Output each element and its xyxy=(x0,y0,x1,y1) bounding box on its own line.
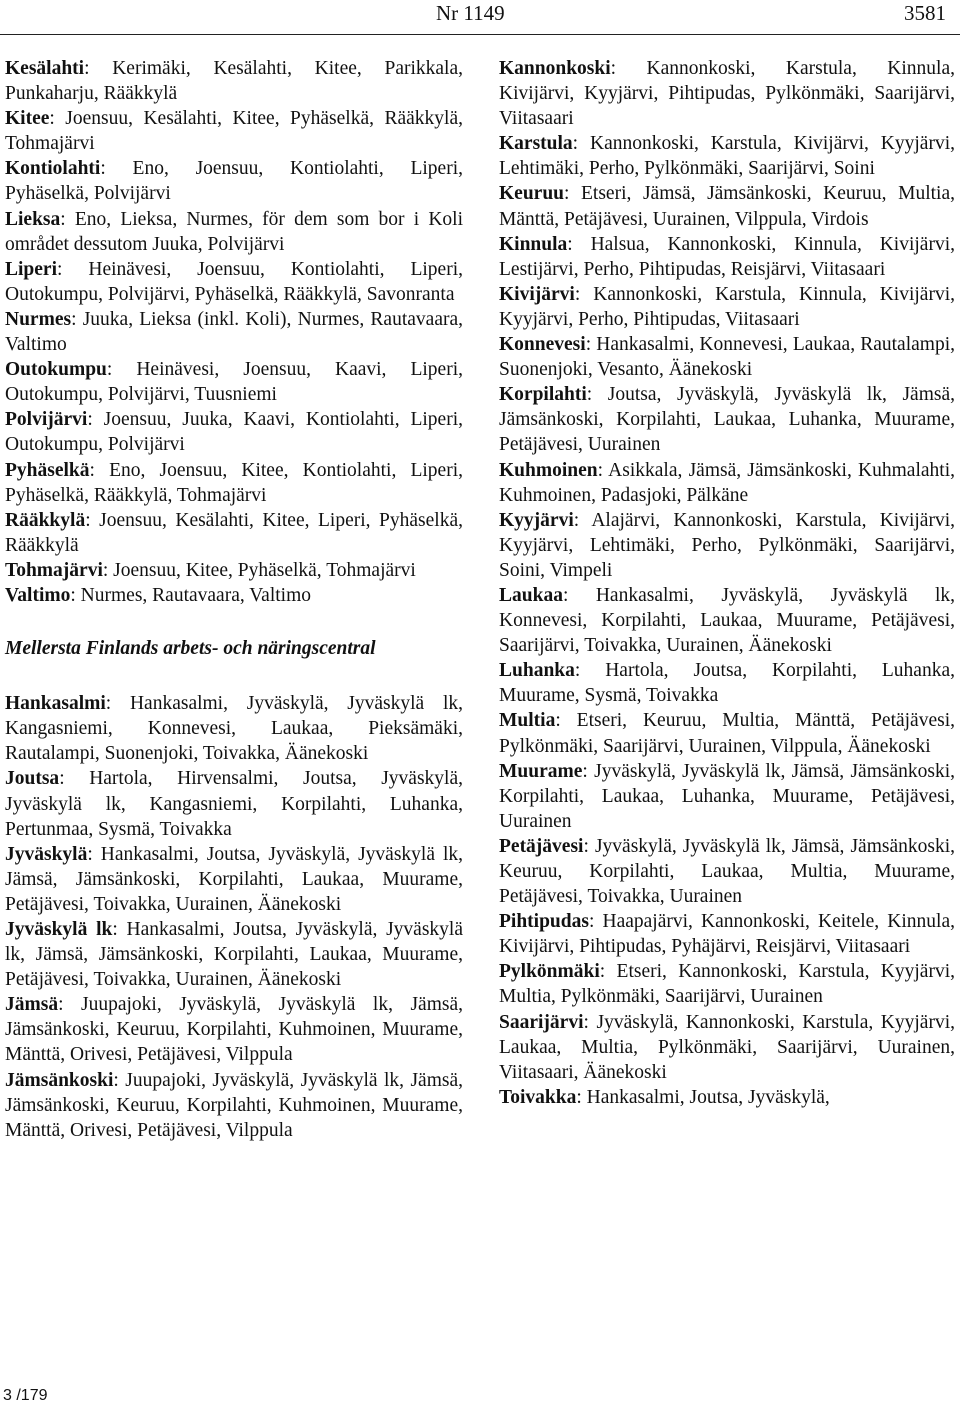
footer-note: 3 /179 xyxy=(3,1387,48,1404)
entry xyxy=(5,458,463,508)
entry-text: : Heinävesi, Joensuu, Kaavi, Liperi, Outokumpu, Polvijärvi, Tuusniemi xyxy=(5,359,463,406)
entry-text: : Juupajoki, Jyväskylä, Jyväskylä lk, Jämsä, Jämsänkoski, Keuruu, Korpilahti, Kuhmoinen, Muurame, Mänttä, Orivesi, Petäjävesi, Vilppula xyxy=(5,1069,463,1141)
entry xyxy=(499,56,955,131)
entry-list-central-finland xyxy=(5,691,463,1143)
entry-name: Hankasalmi xyxy=(5,693,106,715)
entry xyxy=(499,332,955,382)
entry-name: Jyväskylä xyxy=(5,843,88,865)
section-heading: Mellersta Finlands arbets- och näringscentral xyxy=(5,638,376,660)
entry xyxy=(5,257,463,307)
entry-name: Tohmajärvi xyxy=(5,559,103,581)
entry-name: Konnevesi xyxy=(499,334,586,356)
entry-name: Karstula xyxy=(499,133,573,155)
entry-name: Luhanka xyxy=(499,660,575,682)
entry-name: Kontiolahti xyxy=(5,158,101,180)
entry-name: Kivijärvi xyxy=(499,283,575,305)
entry xyxy=(5,407,463,457)
entry-text: : Jyväskylä, Jyväskylä lk, Jämsä, Jämsänkoski, Korpilahti, Laukaa, Luhanka, Muurame, Petäjävesi, Uurainen xyxy=(499,760,955,832)
entry xyxy=(5,766,463,841)
entry-text: : Joensuu, Kitee, Pyhäselkä, Tohmajärvi xyxy=(102,559,416,581)
entry-text: : Juuka, Lieksa (inkl. Koli), Nurmes, Rautavaara, Valtimo xyxy=(5,308,463,356)
entry-text: : Kannonkoski, Karstula, Kivijärvi, Kyyjärvi, Lehtimäki, Perho, Pylkönmäki, Saarijärvi, Soini xyxy=(499,133,955,180)
entry-text: : Joensuu, Kesälahti, Kitee, Pyhäselkä, Rääkkylä, Tohmajärvi xyxy=(5,108,463,155)
entry xyxy=(5,207,463,257)
entry-name: Petäjävesi xyxy=(499,835,584,857)
entry-text: : Halsua, Kannonkoski, Kinnula, Kivijärvi, Lestijärvi, Perho, Pihtipudas, Reisjärvi, Viitasaari xyxy=(499,233,955,280)
entry xyxy=(499,834,955,909)
entry xyxy=(5,992,463,1067)
issue-number: Nr 1149 xyxy=(436,1,505,25)
entry-name: Pihtipudas xyxy=(499,911,589,933)
entry-name: Saarijärvi xyxy=(499,1011,584,1033)
entry xyxy=(499,181,955,231)
entry-name: Multia xyxy=(499,710,556,732)
entry-name: Jämsä xyxy=(5,994,59,1016)
entry-text: : Hartola, Hirvensalmi, Joutsa, Jyväskylä, Jyväskylä lk, Kangasniemi, Korpilahti, Luhanka, Pertunmaa, Sysmä, Toivakka xyxy=(5,768,463,840)
entry xyxy=(499,959,955,1009)
entry xyxy=(5,558,463,583)
entry-text: : Hartola, Joutsa, Korpilahti, Luhanka, Muurame, Sysmä, Toivakka xyxy=(499,660,955,707)
entry-text: : Joutsa, Jyväskylä, Jyväskylä lk, Jämsä, Jämsänkoski, Korpilahti, Laukaa, Luhanka, Muurame, Petäjävesi, Uurainen xyxy=(499,384,955,456)
entry-text: : Kannonkoski, Karstula, Kinnula, Kivijärvi, Kyyjärvi, Perho, Pihtipudas, Viitasaari xyxy=(499,283,955,330)
entry xyxy=(499,1010,955,1085)
right-column xyxy=(499,56,955,1110)
entry xyxy=(499,458,955,508)
entry-text: : Juupajoki, Jyväskylä, Jyväskylä lk, Jämsä, Jämsänkoski, Keuruu, Korpilahti, Kuhmoinen, Muurame, Mänttä, Orivesi, Petäjävesi, Vilppula xyxy=(5,994,463,1066)
entry-name: Rääkkylä xyxy=(5,509,86,531)
entry-name: Muurame xyxy=(499,760,583,782)
entry xyxy=(499,909,955,959)
entry-text: : Hankasalmi, Joutsa, Jyväskylä, Jyväskylä lk, Jämsä, Jämsänkoski, Korpilahti, Laukaa, Muurame, Petäjävesi, Toivakka, Uurainen, Äänekoski xyxy=(5,919,463,991)
entry-text: : Etseri, Kannonkoski, Karstula, Kyyjärvi, Multia, Pylkönmäki, Saarijärvi, Uurainen xyxy=(499,961,955,1008)
entry-name: Polvijärvi xyxy=(5,409,88,431)
entry-name: Laukaa xyxy=(499,584,563,606)
entry-name: Jyväskylä lk xyxy=(5,919,113,940)
entry xyxy=(5,156,463,206)
entry xyxy=(499,382,955,457)
header-rule xyxy=(0,34,960,35)
entry-name: Joutsa xyxy=(5,768,60,790)
entry-text: : Kannonkoski, Karstula, Kinnula, Kivijärvi, Kyyjärvi, Pihtipudas, Pylkönmäki, Saarijärvi, Viitasaari xyxy=(499,58,955,130)
entry-name: Korpilahti xyxy=(499,384,587,406)
entry-text: : Etseri, Jämsä, Jämsänkoski, Keuruu, Multia, Mänttä, Petäjävesi, Uurainen, Vilppula, Virdois xyxy=(499,183,955,230)
entry-text: : Hankasalmi, Joutsa, Jyväskylä, Jyväskylä lk, Jämsä, Jämsänkoski, Korpilahti, Laukaa, Muurame, Petäjävesi, Toivakka, Uurainen, Äänekoski xyxy=(5,843,463,915)
entry xyxy=(5,357,463,407)
entry-text: : Jyväskylä, Kannonkoski, Karstula, Kyyjärvi, Laukaa, Multia, Pylkönmäki, Saarijärvi, Uurainen, Viitasaari, Äänekoski xyxy=(499,1011,955,1083)
entry-text: : Haapajärvi, Kannonkoski, Keitele, Kinnula, Kivijärvi, Pihtipudas, Pyhäjärvi, Reisjärvi, Viitasaari xyxy=(499,911,955,958)
entry xyxy=(5,307,463,357)
entry-text: : Eno, Joensuu, Kontiolahti, Liperi, Pyhäselkä, Polvijärvi xyxy=(5,158,463,205)
entry-text: : Hankasalmi, Joutsa, Jyväskylä, xyxy=(576,1086,830,1108)
entry xyxy=(5,1068,463,1143)
entry-name: Kannonkoski xyxy=(499,58,611,79)
entry-text: : Hankasalmi, Jyväskylä, Jyväskylä lk, Konnevesi, Korpilahti, Laukaa, Muurame, Petäjävesi, Saarijärvi, Toivakka, Uurainen, Äänekoski xyxy=(499,584,955,657)
entry xyxy=(499,708,955,758)
entry-name: Kyyjärvi xyxy=(499,509,574,531)
entry-text: : Eno, Joensuu, Kitee, Kontiolahti, Liperi, Pyhäselkä, Rääkkylä, Tohmajärvi xyxy=(5,459,463,506)
entry xyxy=(499,658,955,708)
entry-text: : Joensuu, Kesälahti, Kitee, Liperi, Pyhäselkä, Rääkkylä xyxy=(5,509,463,556)
entry-text: : Jyväskylä, Jyväskylä lk, Jämsä, Jämsänkoski, Keuruu, Korpilahti, Laukaa, Multia, Muurame, Petäjävesi, Toivakka, Uurainen xyxy=(499,835,955,908)
entry-text: : Nurmes, Rautavaara, Valtimo xyxy=(70,584,311,606)
entry-name: Kinnula xyxy=(499,233,568,255)
entry-name: Nurmes xyxy=(5,308,72,330)
entry-name: Outokumpu xyxy=(5,359,107,381)
entry-name: Lieksa xyxy=(5,208,61,230)
entry-name: Toivakka xyxy=(499,1086,577,1108)
entry xyxy=(499,232,955,282)
entry-name: Pylkönmäki xyxy=(499,961,600,983)
entry-text: : Heinävesi, Joensuu, Kontiolahti, Liperi, Outokumpu, Polvijärvi, Pyhäselkä, Rääkkylä, Savonranta xyxy=(5,258,463,305)
entry-name: Kitee xyxy=(5,108,50,130)
entry-text: : Asikkala, Jämsä, Jämsänkoski, Kuhmalahti, Kuhmoinen, Padasjoki, Pälkäne xyxy=(499,459,955,506)
page-number: 3581 xyxy=(904,1,946,25)
entry-name: Pyhäselkä xyxy=(5,459,90,481)
entry xyxy=(5,842,463,917)
entry-name: Keuruu xyxy=(499,183,565,205)
entry-name: Liperi xyxy=(5,258,57,280)
entry-text: : Etseri, Keuruu, Multia, Mänttä, Petäjävesi, Pylkönmäki, Saarijärvi, Uurainen, Vilppula, Äänekoski xyxy=(499,710,955,757)
entry-name: Jämsänkoski xyxy=(5,1069,114,1091)
entry-text: : Joensuu, Juuka, Kaavi, Kontiolahti, Liperi, Outokumpu, Polvijärvi xyxy=(5,409,463,456)
entry-text: : Alajärvi, Kannonkoski, Karstula, Kivijärvi, Kyyjärvi, Lehtimäki, Perho, Pylkönmäki, Saarijärvi, Soini, Vimpeli xyxy=(499,509,955,581)
entry xyxy=(5,583,463,608)
entry-name: Kuhmoinen xyxy=(499,459,598,481)
entry-text: : Hankasalmi, Konnevesi, Laukaa, Rautalampi, Suonenjoki, Vesanto, Äänekoski xyxy=(499,334,955,381)
entry-name: Kesälahti xyxy=(5,58,85,79)
entry xyxy=(5,917,463,992)
entry xyxy=(499,282,955,332)
page-header xyxy=(0,0,960,34)
entry-name: Valtimo xyxy=(5,584,71,606)
entry xyxy=(5,691,463,766)
entry xyxy=(5,56,463,106)
entry xyxy=(499,759,955,834)
left-column xyxy=(5,56,463,1143)
entry xyxy=(5,106,463,156)
entry xyxy=(499,131,955,181)
entry-text: : Kerimäki, Kesälahti, Kitee, Parikkala, Punkaharju, Rääkkylä xyxy=(5,58,463,105)
entry xyxy=(499,1085,955,1110)
entry xyxy=(5,508,463,558)
entry-text: : Hankasalmi, Jyväskylä, Jyväskylä lk, Kangasniemi, Konnevesi, Laukaa, Pieksämäki, Rautalampi, Suonenjoki, Toivakka, Äänekoski xyxy=(5,693,463,765)
entry-list-karelia xyxy=(5,56,463,608)
entry-text: : Eno, Lieksa, Nurmes, för dem som bor i Koli området dessutom Juuka, Polvijärvi xyxy=(5,208,463,255)
entry xyxy=(499,508,955,583)
entry xyxy=(499,583,955,658)
